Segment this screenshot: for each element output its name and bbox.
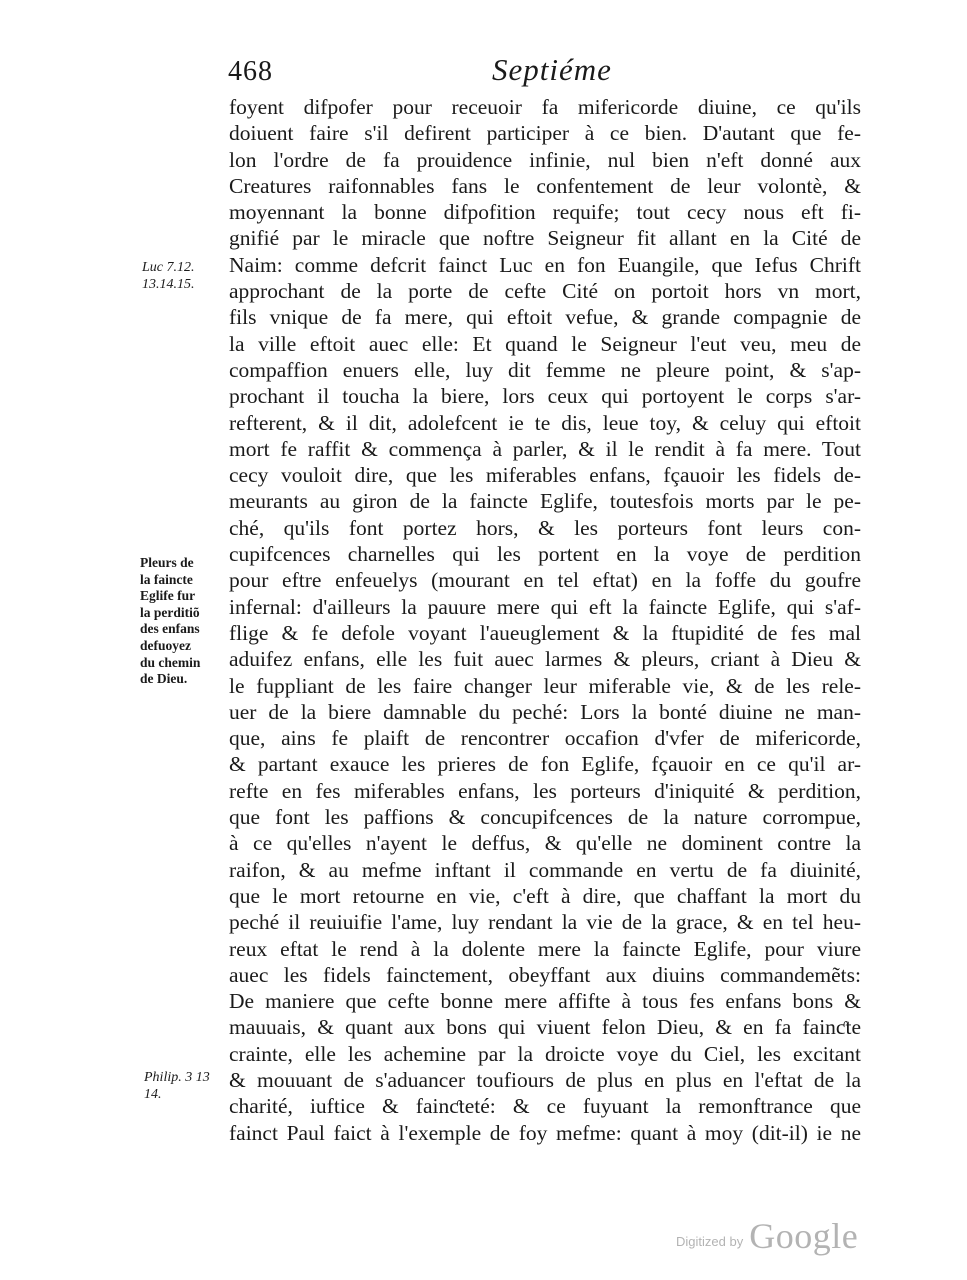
- text-line: Naim: comme defcrit fainct Luc en fon Euangile, que Iefus Chrift: [229, 252, 861, 277]
- text-line: doiuent faire s'il defirent participer à ce bien. D'autant que fe-: [229, 121, 861, 146]
- text-line: meurants au giron de la faincte Eglife, toutesfois morts par le pe-: [229, 489, 861, 514]
- text-line: pour eftre enfeuelys (mourant en tel eftat) en la foffe du goufre: [229, 568, 861, 593]
- margin-gloss-line: Eglife fur: [140, 588, 196, 604]
- text-line: & mouuant de s'aduancer toufiours de plus en plus en l'eftat de la: [229, 1067, 861, 1092]
- google-watermark: [676, 1213, 858, 1257]
- margin-gloss: [140, 555, 222, 688]
- text-line: raifon, & au mefme inftant il commande en vertu de fa diuinité,: [229, 857, 861, 882]
- text-line: approchant de la porte de cefte Cité on portoit hors vn mort,: [229, 279, 861, 304]
- text-line: aduifez enfans, elle les fuit auec larmes & pleurs, criant à Dieu &: [229, 647, 861, 672]
- margin-reference-line: Luc 7.12.: [142, 260, 195, 275]
- text-line: cecy vouloit dire, que les miferables enfans, fçauoir les fidels de-: [229, 463, 861, 488]
- margin-reference-philippians: [144, 1069, 224, 1103]
- margin-gloss-line: de Dieu.: [140, 671, 188, 687]
- text-line: lon l'ordre de fa prouidence infinie, nul bien n'eft donné aux: [229, 147, 861, 172]
- text-line: fainct Paul faict à l'exemple de foy mefme: quant à moy (dit-il) ie ne: [229, 1120, 861, 1145]
- text-line: refte en fes miferables enfans, les porteurs d'iniquité & perdition,: [229, 778, 861, 803]
- text-line: ché, qu'ils font portez hors, & les porteurs font leurs con-: [229, 515, 861, 540]
- page-number: 468: [228, 56, 273, 87]
- text-line: foyent difpofer pour receuoir fa mifericorde diuine, ce qu'ils: [229, 95, 861, 119]
- text-line: refterent, & il dit, adolefcent ie te dis, leue toy, & celuy qui eftoit: [229, 410, 861, 435]
- text-line: la ville eftoit auec elle: Et quand le Seigneur l'eut veu, meu de: [229, 331, 861, 356]
- text-line: peché il reuiuifie l'ame, luy rendant la vie de la grace, & en tel heu-: [229, 910, 861, 935]
- text-line: compaffion enuers elle, luy dit femme ne pleure point, & s'ap-: [229, 357, 861, 382]
- text-line: cupifcences charnelles qui les portent en la voye de perdition: [229, 542, 861, 567]
- margin-gloss-line: la perditiõ: [140, 604, 200, 620]
- text-line: que, ains fe plaift de rencontrer occafion d'vfer de mifericorde,: [229, 726, 861, 751]
- margin-gloss-line: des enfans: [140, 621, 200, 637]
- text-line: prochant il toucha la biere, lors ceux qui portoyent le corps s'ar-: [229, 384, 861, 409]
- text-line: que le mort retourne en vie, c'eft à dire, que chaffant la mort du: [229, 883, 861, 908]
- margin-reference-line: 14.: [144, 1087, 162, 1102]
- text-line: infernal: d'ailleurs la pauure mere qui eft la faincte Eglife, qui s'af-: [229, 594, 861, 619]
- text-line: le fuppliant de les faire changer leur miferable vie, & de les rele-: [229, 673, 861, 698]
- text-line: auec les fidels fainctement, obeyffant aux diuins commandemẽts:: [229, 962, 861, 987]
- text-line: moyennant la bonne difpofition requife; tout cecy nous eft fi-: [229, 200, 861, 225]
- text-line: De maniere que cefte bonne mere affifte à tous fes enfans bons &: [229, 989, 861, 1014]
- text-line: charité, iuftice & fainƈteté: & ce fuyuant la remonftrance que: [229, 1094, 861, 1119]
- text-line: Creatures raifonnables fans le confentement de leur volontè, &: [229, 173, 861, 198]
- running-head: [228, 52, 868, 92]
- text-line: uer de la biere damnable du peché: Lors la bonté diuine ne man-: [229, 699, 861, 724]
- text-line: flige & fe defole voyant l'aueuglement & la ftupidité de fes mal: [229, 620, 861, 645]
- margin-gloss-line: Pleurs de: [140, 555, 194, 570]
- text-line: & partant exauce les prieres de fon Eglife, fçauoir en ce qu'il ar-: [229, 752, 861, 777]
- margin-gloss-line: la faincte: [140, 571, 193, 587]
- margin-gloss-line: du chemin: [140, 654, 201, 670]
- text-line: gnifié par le miracle que noftre Seigneur fit allant en la Cité de: [229, 226, 861, 251]
- body-text: [229, 94, 861, 1146]
- text-line: mort fe raffit & commença à parler, & il le rendit à fa mere. Tout: [229, 436, 861, 461]
- margin-reference-luke: [142, 259, 222, 293]
- text-line: que font les paffions & concupifcences de la nature corrompue,: [229, 805, 861, 830]
- running-title: Septiéme: [492, 52, 612, 87]
- margin-gloss-line: defuoyez: [140, 637, 191, 653]
- margin-reference-line: 13.14.15.: [142, 277, 195, 292]
- margin-reference-line: Philip. 3 13: [144, 1070, 210, 1085]
- google-logo: Google: [749, 1216, 859, 1256]
- text-line: à ce qu'elles n'ayent le deffus, & qu'elle ne dominent contre la: [229, 831, 861, 856]
- text-line: mauuais, & quant aux bons qui viuent felon Dieu, & en fa fainƈte: [229, 1015, 861, 1040]
- text-line: fils vnique de fa mere, qui eftoit vefue, & grande compagnie de: [229, 305, 861, 330]
- text-line: reux eftat le rend à la dolente mere la faincte Eglife, pour viure: [229, 936, 861, 961]
- watermark-prefix: Digitized by: [676, 1234, 744, 1249]
- text-line: crainte, elle les achemine par la droicte voye du Ciel, les excitant: [229, 1041, 861, 1066]
